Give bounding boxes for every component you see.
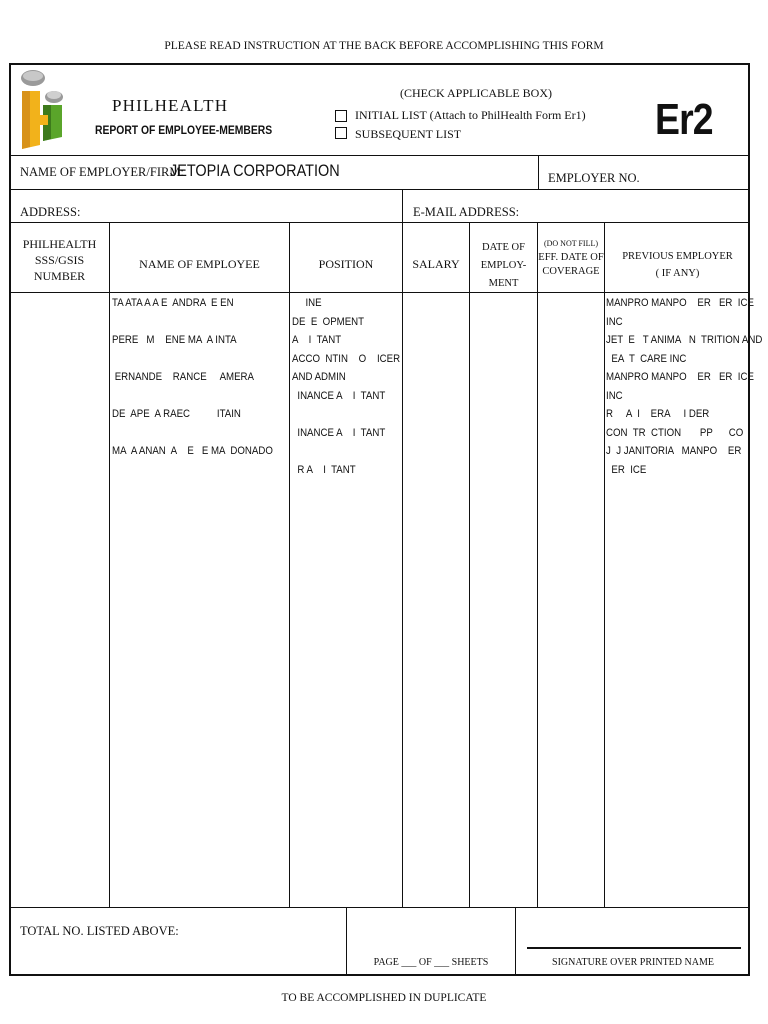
col-divider-4: [469, 222, 470, 907]
column-header-previous-employer: [605, 248, 750, 282]
divider-employer-no: [538, 155, 539, 189]
divider-employer: [9, 189, 750, 190]
column-header-name: NAME OF EMPLOYEE: [139, 257, 260, 271]
page-count-label: PAGE ___ OF ___ SHEETS: [373, 957, 489, 968]
employee-names-column: TA ATA A A E ANDRA E EN PERE M ENE MA A INTA ERNANDE RANCE AMERA DE APE A RAEC ITAIN MA A ANAN A E E MA DONADO: [112, 297, 273, 457]
divider-column-heads: [9, 292, 750, 293]
bottom-instruction: TO BE ACCOMPLISHED IN DUPLICATE: [281, 992, 487, 1004]
column-header-salary: SALARY: [412, 257, 460, 271]
signature-label: SIGNATURE OVER PRINTED NAME: [552, 957, 714, 968]
divider-header: [9, 155, 750, 156]
divider-table-end: [9, 907, 750, 908]
column-header-philhealth-number: [10, 236, 109, 284]
form-title: PHILHEALTH: [112, 96, 229, 115]
initial-list-checkbox[interactable]: [335, 110, 347, 122]
column-header-line: DATE OF: [482, 242, 525, 253]
email-label: E-MAIL ADDRESS:: [413, 205, 520, 219]
previous-employer-column: MANPRO MANPO ER ER ICE INC JET E T ANIMA N TRITION AND EA T CARE INC MANPRO MANPO ER ER ICE INC R A I ERA I DER CON TR CTION PP CO J J JANITORIA MANPO ER ER ICE: [606, 297, 763, 476]
column-header-line: NUMBER: [33, 269, 86, 283]
column-header-note: (DO NOT FILL): [543, 239, 599, 248]
column-header-position: POSITION: [318, 257, 374, 271]
divider-address: [9, 222, 750, 223]
column-header-line: ( IF ANY): [655, 268, 700, 279]
positions-column: INE DE E OPMENT A I TANT ACCO NTIN O ICER AND ADMIN INANCE A I TANT INANCE A I TANT R A I TANT: [292, 297, 401, 476]
column-header-line: EMPLOY-: [480, 260, 527, 271]
column-header-line: PREVIOUS EMPLOYER: [622, 251, 733, 262]
subsequent-list-label: SUBSEQUENT LIST: [355, 127, 462, 141]
employer-name-value: JETOPIA CORPORATION: [170, 161, 340, 180]
form-subtitle: REPORT OF EMPLOYEE-MEMBERS: [95, 125, 273, 137]
initial-list-label: INITIAL LIST (Attach to PhilHealth Form Er1): [355, 108, 586, 122]
col-divider-5: [537, 222, 538, 907]
total-listed-label: TOTAL NO. LISTED ABOVE:: [20, 924, 179, 938]
col-divider-1: [109, 222, 110, 907]
subsequent-list-checkbox[interactable]: [335, 127, 347, 139]
check-heading: (CHECK APPLICABLE BOX): [400, 86, 553, 100]
form-frame: [9, 63, 750, 976]
col-divider-6: [604, 222, 605, 907]
column-header-line: PHILHEALTH: [22, 237, 97, 251]
top-instruction: PLEASE READ INSTRUCTION AT THE BACK BEFORE ACCOMPLISHING THIS FORM: [164, 40, 604, 52]
column-header-date-employment: [470, 239, 537, 293]
form-code: Er2: [655, 95, 713, 144]
col-divider-2: [289, 222, 290, 907]
divider-email: [402, 189, 403, 222]
signature-line: [527, 947, 741, 949]
address-label: ADDRESS:: [20, 205, 81, 219]
column-header-eff-date: [538, 237, 604, 279]
column-header-line: COVERAGE: [542, 266, 600, 277]
column-header-line: EFF. DATE OF: [538, 252, 604, 263]
philhealth-logo-icon: [18, 69, 66, 149]
employer-name-label: NAME OF EMPLOYER/FIRM:: [20, 165, 184, 179]
col-divider-3: [402, 222, 403, 907]
column-header-line: MENT: [488, 278, 519, 289]
column-header-line: SSS/GSIS: [34, 253, 85, 267]
employer-number-label: EMPLOYER NO.: [548, 171, 640, 185]
